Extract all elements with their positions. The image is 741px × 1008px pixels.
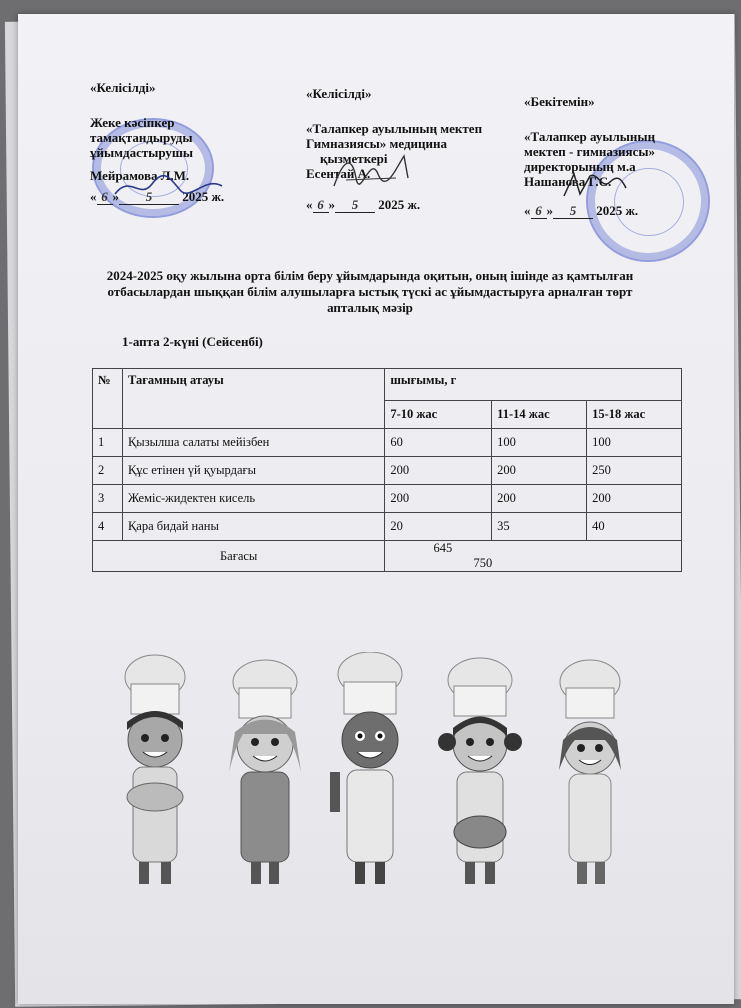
row-value: 200 bbox=[385, 457, 492, 485]
date-year: 2025 ж. bbox=[378, 197, 421, 212]
row-value: 60 bbox=[385, 429, 492, 457]
row-dish: Қара бидай наны bbox=[122, 513, 384, 541]
header-name: Тағамның атауы bbox=[122, 369, 384, 429]
date-day: 6 bbox=[97, 189, 113, 205]
header-yield: шығымы, г bbox=[385, 369, 682, 401]
approval-line: қызметкері bbox=[320, 151, 388, 166]
approval-line: Нашанова Г.С. bbox=[524, 174, 612, 189]
cartoon-chefs-illustration bbox=[105, 652, 665, 892]
table-header-row bbox=[93, 369, 682, 401]
approval-heading: «Келісілді» bbox=[90, 80, 156, 95]
row-value: 20 bbox=[385, 513, 492, 541]
approval-heading: «Келісілді» bbox=[306, 86, 372, 101]
approval-line: мектеп - гимназиясы» bbox=[524, 144, 655, 159]
row-value: 200 bbox=[492, 485, 587, 513]
row-value: 200 bbox=[492, 457, 587, 485]
header-num: № bbox=[93, 369, 123, 429]
approval-date: « 6 » 5 2025 ж. bbox=[524, 203, 639, 218]
date-month: 5 bbox=[335, 197, 375, 213]
signature bbox=[326, 148, 426, 192]
approval-block bbox=[0, 0, 741, 230]
approval-line: ұйымдастырушы bbox=[90, 145, 194, 160]
chef-kid-4 bbox=[438, 658, 522, 884]
chef-kid-1 bbox=[125, 655, 185, 884]
approval-line: Есентай А. bbox=[306, 166, 371, 181]
chef-kid-2 bbox=[229, 660, 301, 884]
row-num: 3 bbox=[93, 485, 123, 513]
chef-kid-3 bbox=[330, 652, 402, 884]
row-dish: Жеміс-жидектен кисель bbox=[122, 485, 384, 513]
date-year: 2025 ж. bbox=[182, 189, 225, 204]
approval-line: тамақтандыруды bbox=[90, 130, 193, 145]
approval-date: « 6 » 5 2025 ж. bbox=[306, 197, 421, 212]
document-title: 2024-2025 оқу жылына орта білім беру ұйымдарында оқитын, оның ішінде аз қамтылған отбасылардан шыққан білім алушыларға ыстық түскі ас ұйымдастыруға арналған төрт апталық мәзір bbox=[106, 268, 634, 315]
date-year: 2025 ж. bbox=[596, 203, 639, 218]
row-value: 100 bbox=[587, 429, 682, 457]
price-label: Бағасы bbox=[93, 541, 385, 572]
price-values bbox=[385, 541, 682, 572]
row-value: 35 bbox=[492, 513, 587, 541]
chef-kid-5 bbox=[559, 660, 621, 884]
row-dish: Қызылша салаты мейізбен bbox=[122, 429, 384, 457]
document-subtitle: 1-апта 2-күні (Сейсенбі) bbox=[122, 334, 263, 349]
header-age-group: 15-18 жас bbox=[587, 401, 682, 429]
approval-line: «Талапкер ауылының мектеп bbox=[306, 121, 483, 136]
table-row bbox=[93, 485, 682, 513]
price-row bbox=[93, 541, 682, 572]
menu-table bbox=[92, 368, 682, 572]
row-dish: Құс етінен үй қуырдағы bbox=[122, 457, 384, 485]
price-value-1: 645 bbox=[433, 541, 453, 555]
table-row bbox=[93, 429, 682, 457]
row-num: 2 bbox=[93, 457, 123, 485]
header-age-group: 7-10 жас bbox=[385, 401, 492, 429]
signature bbox=[110, 170, 230, 204]
approval-heading: «Бекітемін» bbox=[524, 94, 595, 109]
row-value: 40 bbox=[587, 513, 682, 541]
approval-date: « 6 » 5 2025 ж. bbox=[90, 189, 225, 204]
row-value: 250 bbox=[587, 457, 682, 485]
approval-line: директорының м.а bbox=[524, 159, 636, 174]
table-row bbox=[93, 513, 682, 541]
date-month: 5 bbox=[553, 203, 593, 219]
date-month: 5 bbox=[119, 189, 179, 205]
row-value: 200 bbox=[385, 485, 492, 513]
date-day: 6 bbox=[531, 203, 547, 219]
table-row bbox=[93, 457, 682, 485]
price-value-2: 750 bbox=[473, 556, 493, 570]
row-num: 4 bbox=[93, 513, 123, 541]
approval-line: Жеке кәсіпкер bbox=[90, 115, 175, 130]
date-day: 6 bbox=[313, 197, 329, 213]
approval-line: «Талапкер ауылының bbox=[524, 129, 656, 144]
row-value: 100 bbox=[492, 429, 587, 457]
approval-line: Мейрамова Л.М. bbox=[90, 168, 190, 183]
row-value: 200 bbox=[587, 485, 682, 513]
approval-line: Гимназиясы» медицина bbox=[306, 136, 448, 151]
signature bbox=[560, 168, 630, 202]
row-num: 1 bbox=[93, 429, 123, 457]
header-age-group: 11-14 жас bbox=[492, 401, 587, 429]
